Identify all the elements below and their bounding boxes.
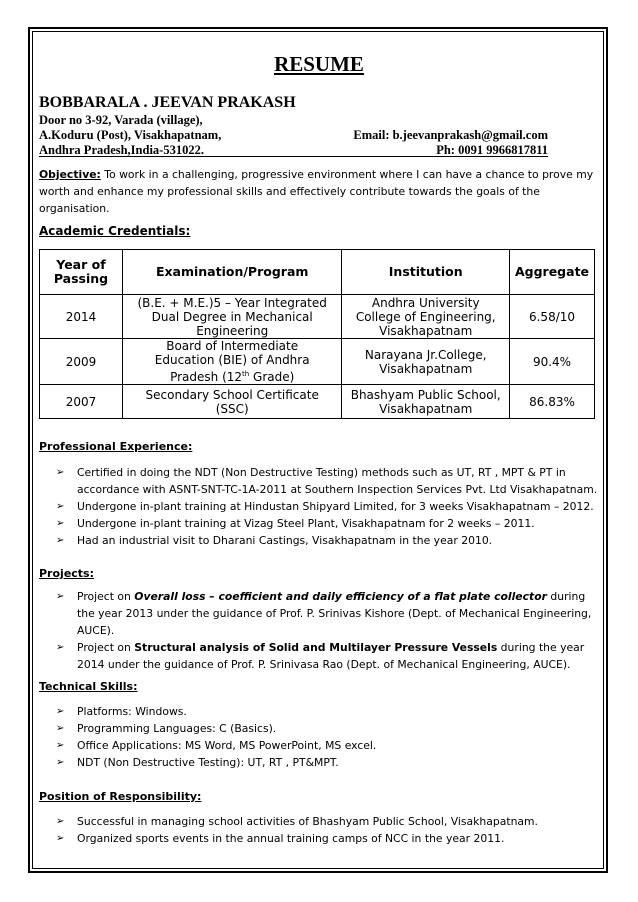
list-item: ➢ Had an industrial visit to Dharani Castings, Visakhapatnam in the year 2010.	[56, 532, 601, 549]
phone-text: Ph: 0091 9966817811	[436, 143, 548, 157]
list-item: ➢ Undergone in-plant training at Hindustan Shipyard Limited, for 3 weeks Visakhapatnam – 2012.	[56, 498, 601, 515]
experience-list	[56, 464, 601, 549]
cell-institution: Bhashyam Public School, Visakhapatnam	[342, 385, 510, 419]
list-item	[56, 639, 601, 673]
address-line-1: Door no 3-92, Varada (village),	[39, 113, 203, 127]
cell-exam-text-end: Grade)	[249, 370, 295, 384]
cell-institution: Andhra University College of Engineering, Visakhapatnam	[342, 295, 510, 339]
address-line-3: Andhra Pradesh,India-531022.	[39, 143, 204, 157]
col-header-year: Year of Passing	[40, 250, 123, 295]
project-2-title: Structural analysis of Solid and Multilayer Pressure Vessels	[134, 641, 498, 654]
project-2-details: during the year 2014 under the guidance of Prof. P. Srinivasa Rao (Dept. of Mechanical Engineering, AUCE).	[77, 641, 585, 671]
skills-list	[56, 703, 601, 771]
projects-list	[56, 588, 601, 673]
col-header-aggregate: Aggregate	[510, 250, 595, 295]
header-divider	[39, 156, 548, 157]
candidate-name: BOBBARALA . JEEVAN PRAKASH	[39, 94, 296, 111]
project-2-prefix: Project on	[77, 641, 135, 654]
col-header-institution: Institution	[342, 250, 510, 295]
list-item: ➢ Programming Languages: C (Basics).	[56, 720, 601, 737]
table-row	[40, 385, 595, 419]
cell-year: 2009	[40, 339, 123, 385]
list-item: ➢ NDT (Non Destructive Testing): UT, RT , PT&MPT.	[56, 754, 601, 771]
cell-exam: Secondary School Certificate (SSC)	[122, 385, 341, 419]
cell-aggregate: 90.4%	[510, 339, 595, 385]
email-text: Email: b.jeevanprakash@gmail.com	[353, 128, 548, 142]
list-item: ➢ Organized sports events in the annual training camps of NCC in the year 2011.	[56, 830, 601, 847]
cell-exam	[122, 339, 341, 385]
skills-heading: Technical Skills:	[39, 680, 138, 693]
responsibility-list	[56, 813, 601, 847]
cell-exam: (B.E. + M.E.)5 – Year Integrated Dual Degree in Mechanical Engineering	[122, 295, 341, 339]
project-1-title: Overall loss – coefficient and daily efficiency of a flat plate collector	[134, 590, 547, 603]
list-item	[56, 588, 601, 639]
table-row	[40, 295, 595, 339]
cell-exam-text: Board of Intermediate Education (BIE) of Andhra Pradesh (12	[154, 339, 310, 384]
table-header-row	[40, 250, 595, 295]
address-line-2: A.Koduru (Post), Visakhapatnam,	[39, 128, 222, 142]
projects-heading: Projects:	[39, 567, 94, 580]
list-item: ➢ Platforms: Windows.	[56, 703, 601, 720]
cell-year: 2014	[40, 295, 123, 339]
cell-year: 2007	[40, 385, 123, 419]
academic-heading: Academic Credentials:	[39, 224, 191, 238]
academic-table	[39, 249, 595, 419]
cell-institution: Narayana Jr.College, Visakhapatnam	[342, 339, 510, 385]
experience-heading: Professional Experience:	[39, 440, 193, 453]
table-row	[40, 339, 595, 385]
cell-aggregate: 86.83%	[510, 385, 595, 419]
list-item: ➢ Office Applications: MS Word, MS PowerPoint, MS excel.	[56, 737, 601, 754]
list-item: ➢ Successful in managing school activities of Bhashyam Public School, Visakhapatnam.	[56, 813, 601, 830]
list-item: ➢ Undergone in-plant training at Vizag Steel Plant, Visakhapatnam for 2 weeks – 2011.	[56, 515, 601, 532]
responsibility-heading: Position of Responsibility:	[39, 790, 202, 803]
cell-exam-superscript: th	[242, 370, 250, 378]
project-1-details: during the year 2013 under the guidance of Prof. P. Srinivas Kishore (Dept. of Mechanical Engineering, AUCE).	[77, 590, 592, 637]
cell-aggregate: 6.58/10	[510, 295, 595, 339]
resume-title: RESUME	[274, 52, 364, 76]
objective-text: To work in a challenging, progressive environment where I can have a chance to prove my worth and enhance my professional skills and effectively contribute towards the goals of the organisation.	[39, 168, 594, 215]
objective-label: Objective:	[39, 168, 101, 181]
project-1-prefix: Project on	[77, 590, 135, 603]
list-item: ➢ Certified in doing the NDT (Non Destructive Testing) methods such as UT, RT , MPT & PT in accordance with ASNT-SNT-TC-1A-2011 at Southern Inspection Services Pvt. Ltd Visakhapatnam.	[56, 464, 601, 498]
col-header-exam: Examination/Program	[122, 250, 341, 295]
objective-paragraph	[39, 166, 599, 217]
